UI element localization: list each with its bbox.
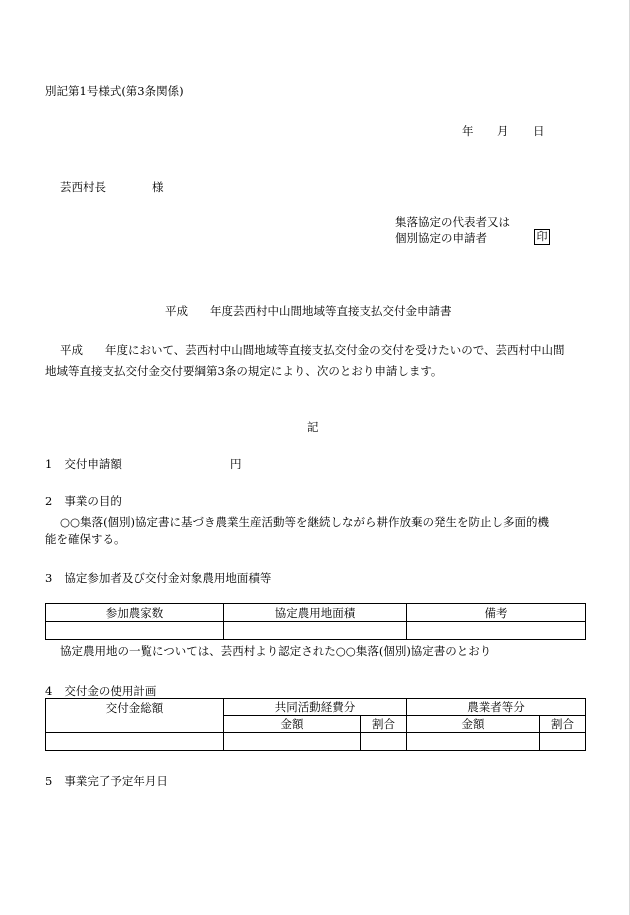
body-era: 平成 (60, 343, 83, 357)
document-title (165, 303, 452, 319)
header-participants: 参加農家数 (46, 604, 224, 622)
farmers-ratio-cell (540, 733, 586, 751)
section3-heading: 3 協定参加者及び交付金対象農用地面積等 (45, 571, 272, 585)
date-day: 日 (533, 124, 545, 138)
joint-ratio-cell (361, 733, 407, 751)
date-month: 月 (497, 124, 509, 138)
title-text: 年度芸西村中山間地域等直接支払交付金申請書 (210, 304, 452, 318)
section3-note: 協定農用地の一覧については、芸西村より認定された○○集落(個別)協定書のとおり (60, 644, 492, 658)
addressee-honorific: 様 (152, 180, 164, 194)
joint-amount-cell (224, 733, 361, 751)
participants-cell (46, 622, 224, 640)
section1-unit: 円 (230, 457, 242, 471)
usage-plan-table (45, 698, 586, 751)
section2-line1: ○○集落(個別)協定書に基づき農業生産活動等を継続しながら耕作放棄の発生を防止し多面的機 (60, 515, 550, 529)
applicant-line1: 集落協定の代表者又は (395, 215, 510, 229)
date-year: 年 (462, 124, 474, 138)
seal-stamp-box: 印 (534, 229, 550, 245)
header-joint-ratio: 割合 (361, 716, 407, 733)
header-remarks: 備考 (407, 604, 586, 622)
farmland-area-cell (224, 622, 407, 640)
header-farmers-share: 農業者等分 (407, 699, 586, 716)
section1-heading: 1 交付申請額 (45, 457, 122, 471)
header-joint-amount: 金額 (224, 716, 361, 733)
header-joint-activity: 共同活動経費分 (224, 699, 407, 716)
total-grant-cell (46, 733, 224, 751)
header-total-grant: 交付金総額 (46, 699, 224, 733)
header-farmers-ratio: 割合 (540, 716, 586, 733)
title-era: 平成 (165, 304, 188, 318)
body-line1: 平成 年度において、芸西村中山間地域等直接支払交付金の交付を受けたいので、芸西村中山間 (60, 343, 565, 357)
ki-heading: 記 (307, 420, 319, 434)
seal-mark (534, 229, 550, 245)
section5-heading: 5 事業完了予定年月日 (45, 774, 168, 788)
body-line2: 地域等直接支払交付金交付要綱第3条の規定により、次のとおり申請します。 (45, 364, 443, 378)
form-label: 別記第1号様式(第3条関係) (45, 84, 184, 98)
farmers-amount-cell (407, 733, 540, 751)
section2-heading: 2 事業の目的 (45, 494, 122, 508)
addressee-name: 芸西村長 (60, 180, 106, 194)
applicant-line2: 個別協定の申請者 (395, 231, 487, 245)
header-farmers-amount: 金額 (407, 716, 540, 733)
header-farmland-area: 協定農用地面積 (224, 604, 407, 622)
section4-heading: 4 交付金の使用計画 (45, 684, 157, 698)
section2-line2: 能を確保する。 (45, 532, 126, 546)
participants-table (45, 603, 586, 640)
remarks-cell (407, 622, 586, 640)
